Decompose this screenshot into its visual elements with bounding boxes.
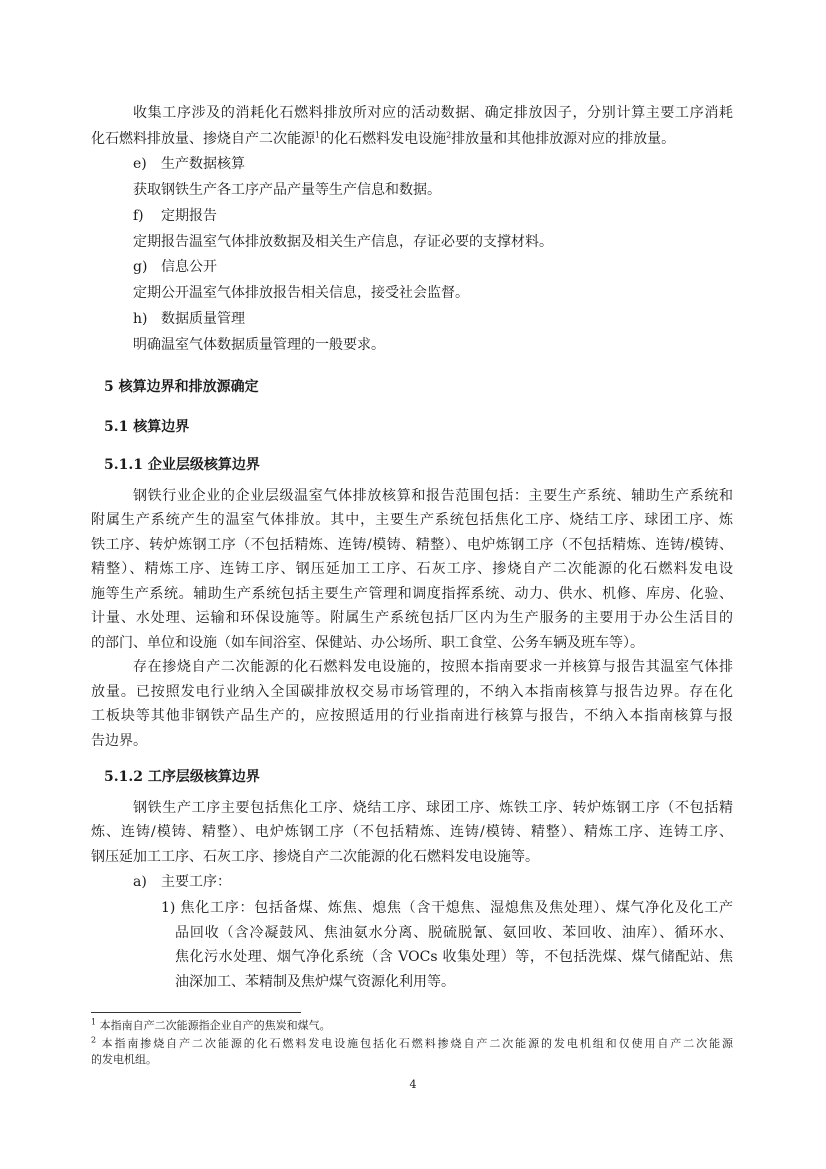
para-511-1-line: 计量、水处理、运输和环保设施等。附属生产系统包括厂区内为生产服务的主要用于办公生活目的 (91, 610, 733, 626)
para-511-2-line: 工板块等其他非钢铁产品生产的，应按照适用的行业指南进行核算与报告，不纳入本指南核算与报 (91, 708, 733, 724)
step-f-title: 定期报告 (161, 208, 217, 224)
intro-line-1: 收集工序涉及的消耗化石燃料排放所对应的活动数据、确定排放因子，分别计算主要工序消耗 (133, 105, 733, 121)
section-5-heading: 5 核算边界和排放源确定 (104, 379, 259, 395)
step-e-marker: e) (133, 156, 147, 172)
section-5-1-heading: 5.1 核算边界 (104, 419, 190, 435)
para-511-1-line: 钢铁行业企业的企业层级温室气体排放核算和报告范围包括：主要生产系统、辅助生产系统和 (133, 488, 733, 504)
footnote-1: $^1$ 本指南自产二次能源指企业自产的焦炭和煤气。 (91, 1017, 331, 1032)
para-511-2-line: 放量。已按照发电行业纳入全国碳排放权交易市场管理的，不纳入本指南核算与报告边界。存在化 (91, 684, 733, 700)
step-g-marker: g) (133, 259, 148, 275)
para-511-1-line: 精整）、精炼工序、连铸工序、钢压延加工工序、石灰工序、掺烧自产二次能源的化石燃料发电设 (91, 561, 733, 577)
para-511-1-line: 附属生产系统产生的温室气体排放。其中，主要生产系统包括焦化工序、烧结工序、球团工序、炼 (91, 512, 733, 528)
para-512-1-line: 钢压延加工工序、石灰工序、掺烧自产二次能源的化石燃料发电设施等。 (91, 849, 539, 865)
step-g-title: 信息公开 (161, 259, 217, 275)
para-512-1-line: 炼、连铸/模铸、精整）、电炉炼钢工序（不包括精炼、连铸/模铸、精整）、精炼工序、连铸工序、 (91, 824, 733, 840)
para-511-1-line: 施等生产系统。辅助生产系统包括主要生产管理和调度指挥系统、动力、供水、机修、库房、化验、 (91, 586, 733, 602)
sub-item-1-line: 油深加工、苯精制及焦炉煤气资源化利用等。 (175, 974, 455, 990)
step-f-marker: f) (133, 208, 144, 224)
item-a-title: 主要工序： (161, 874, 231, 890)
sub-item-1-line: 焦化污水处理、烟气净化系统（含 VOCs 收集处理）等，不包括洗煤、煤气储配站、焦 (175, 949, 733, 965)
section-5-1-1-heading: 5.1.1 企业层级核算边界 (104, 457, 260, 473)
para-512-1-line: 钢铁生产工序主要包括焦化工序、烧结工序、球团工序、炼铁工序、转炉炼钢工序（不包括精 (133, 800, 733, 816)
intro-line-2: 化石燃料排放量、掺烧自产二次能源$^1$的化石燃料发电设施$^2$排放量和其他排放源对应的排放量。 (91, 130, 676, 147)
step-h-title: 数据质量管理 (161, 311, 245, 327)
step-e-body: 获取钢铁生产各工序产品产量等生产信息和数据。 (133, 182, 441, 198)
footnote-ref-1[interactable]: 1 (315, 130, 321, 140)
step-h-marker: h) (133, 311, 148, 327)
sub-item-1-line: 品回收（含冷凝鼓风、焦油氨水分离、脱硫脱氰、氨回收、苯回收、油库）、循环水、 (175, 925, 733, 941)
para-511-2-line: 告边界。 (91, 733, 147, 749)
step-h-body: 明确温室气体数据质量管理的一般要求。 (133, 337, 385, 353)
sub-item-1-line: 1) 焦化工序：包括备煤、炼焦、熄焦（含干熄焦、湿熄焦及焦处理）、煤气净化及化工产 (161, 900, 733, 916)
footnote-ref-2[interactable]: 2 (446, 130, 452, 140)
para-511-1-line: 的部门、单位和设施（如车间浴室、保健站、办公场所、职工食堂、公务车辆及班车等）。 (91, 635, 644, 651)
para-511-1-line: 铁工序、转炉炼钢工序（不包括精炼、连铸/模铸、精整）、电炉炼钢工序（不包括精炼、连铸/模铸、 (91, 537, 733, 553)
item-a-marker: a) (133, 874, 147, 890)
section-5-1-2-heading: 5.1.2 工序层级核算边界 (104, 769, 260, 785)
step-f-body: 定期报告温室气体排放数据及相关生产信息，存证必要的支撑材料。 (133, 234, 553, 250)
page-number: 4 (409, 1078, 417, 1091)
step-e-title: 生产数据核算 (161, 156, 245, 172)
footnote-2-line-1: $^2$ 本指南掺烧自产二次能源的化石燃料发电设施包括化石燃料掺烧自产二次能源的发电机组和仅使用自产二次能源 (91, 1035, 734, 1050)
footnote-2-line-2: 的发电机组。 (91, 1053, 157, 1066)
step-g-body: 定期公开温室气体排放报告相关信息，接受社会监督。 (133, 285, 469, 301)
para-511-2-line: 存在掺烧自产二次能源的化石燃料发电设施的，按照本指南要求一并核算与报告其温室气体排 (133, 659, 733, 675)
footnote-divider (91, 1012, 301, 1013)
